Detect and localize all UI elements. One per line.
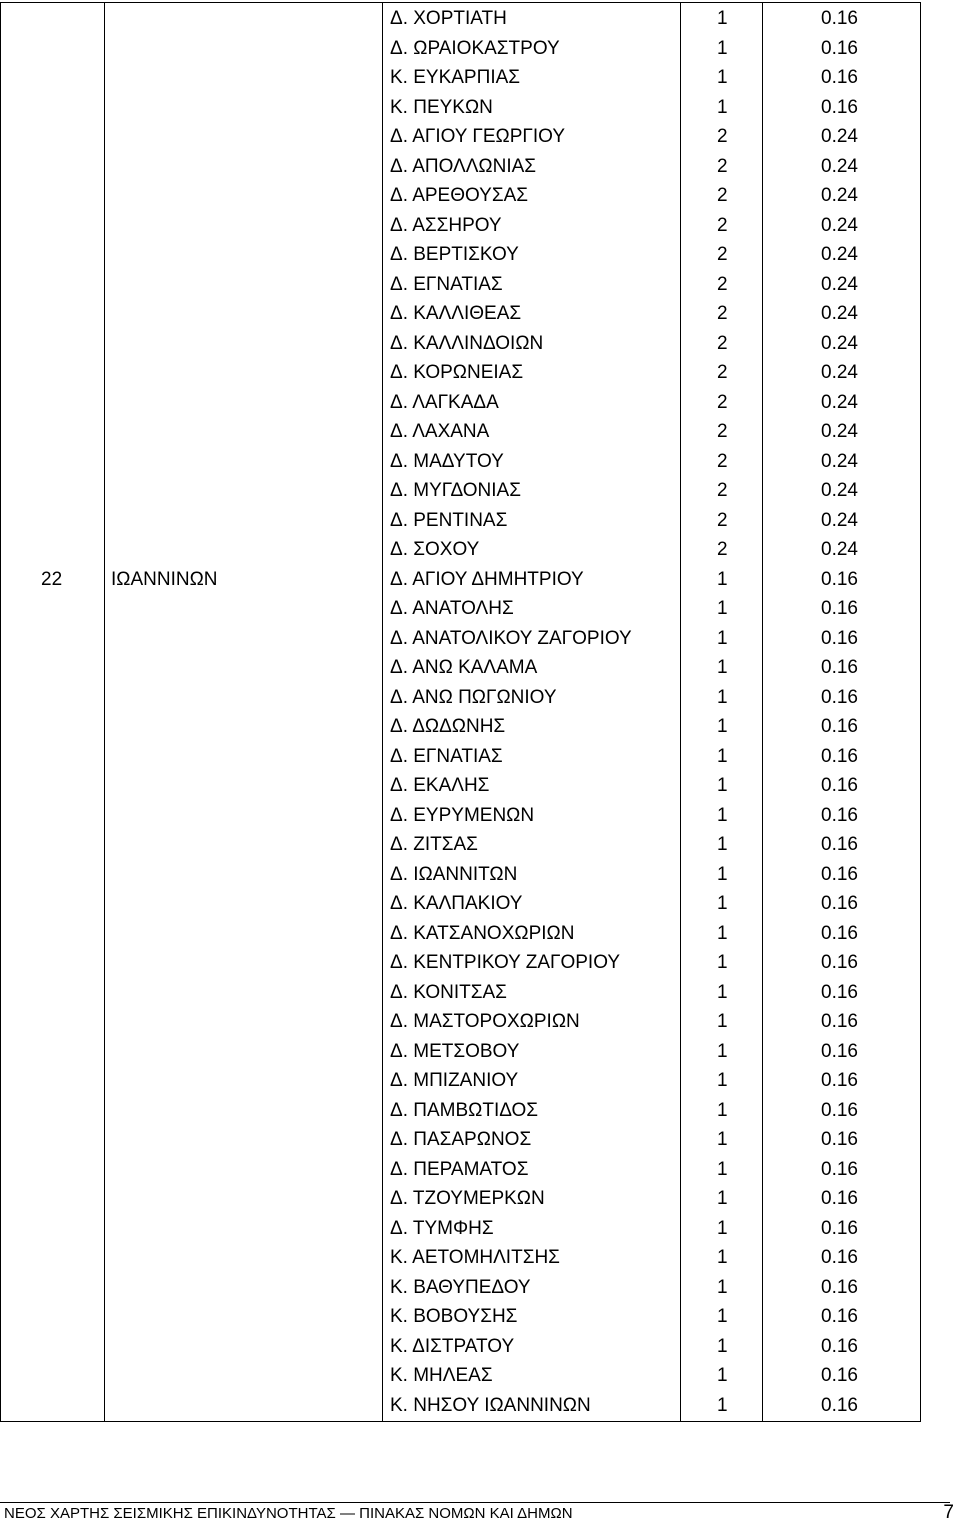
municipality-name: Δ. ΑΝΑΤΟΛΙΚΟΥ ΖΑΓΟΡΙΟΥ	[390, 627, 632, 649]
municipality-name: Δ. ΠΑΜΒΩΤΙΔΟΣ	[390, 1099, 539, 1121]
municipality-name: Δ. ΚΑΤΣΑΝΟΧΩΡΙΩΝ	[390, 922, 575, 944]
ground-acceleration: 0.16	[821, 37, 858, 59]
ground-acceleration: 0.24	[821, 450, 858, 472]
ground-acceleration: 0.16	[821, 1335, 858, 1357]
municipality-name: Δ. ΕΓΝΑΤΙΑΣ	[390, 273, 503, 295]
table-row	[1, 4, 920, 34]
seismic-zone: 1	[717, 834, 728, 855]
ground-acceleration: 0.24	[821, 126, 858, 147]
ground-acceleration: 0.16	[821, 834, 858, 855]
seismic-zone: 1	[717, 96, 728, 118]
table-row	[1, 919, 920, 949]
municipality-name: Κ. ΒΟΒΟΥΣΗΣ	[390, 1306, 518, 1327]
seismic-zone: 1	[717, 922, 728, 944]
table-row	[1, 34, 920, 64]
footer-title: ΝΕΟΣ ΧΑΡΤΗΣ ΣΕΙΣΜΙΚΗΣ ΕΠΙΚΙΝΔΥΝΟΤΗΤΑΣ — ΠΙΝΑΚΑΣ ΝΟΜΩΝ ΚΑΙ ΔΗΜΩΝ	[4, 1505, 573, 1522]
table-row	[1, 653, 920, 683]
municipality-name: Δ. ΠΑΣΑΡΩΝΟΣ	[390, 1129, 532, 1150]
ground-acceleration: 0.24	[821, 244, 858, 265]
municipality-name: Κ. ΑΕΤΟΜΗΛΙΤΣΗΣ	[390, 1247, 560, 1268]
seismic-zone: 2	[717, 509, 728, 531]
ground-acceleration: 0.16	[821, 745, 858, 767]
table-row	[1, 388, 920, 418]
ground-acceleration: 0.24	[821, 185, 858, 206]
municipality-name: Κ. ΜΗΛΕΑΣ	[390, 1365, 493, 1386]
municipality-name: Δ. ΧΟΡΤΙΑΤΗ	[390, 8, 507, 29]
municipality-name: Δ. ΩΡΑΙΟΚΑΣΤΡΟΥ	[390, 37, 560, 59]
ground-acceleration: 0.16	[821, 804, 858, 826]
ground-acceleration: 0.16	[821, 716, 858, 737]
seismic-zone: 1	[717, 598, 728, 619]
prefecture-code: 22	[41, 568, 63, 590]
ground-acceleration: 0.24	[821, 421, 858, 442]
municipality-name: Δ. ΑΠΟΛΛΩΝΙΑΣ	[390, 155, 537, 177]
ground-acceleration: 0.16	[821, 8, 858, 29]
ground-acceleration: 0.16	[821, 686, 858, 708]
municipality-name: Δ. ΕΚΑΛΗΣ	[390, 775, 490, 796]
ground-acceleration: 0.24	[821, 509, 858, 531]
table-row	[1, 801, 920, 831]
table-row	[1, 211, 920, 241]
ground-acceleration: 0.16	[821, 952, 858, 973]
table-row	[1, 93, 920, 123]
table-row	[1, 1273, 920, 1303]
municipality-name: Κ. ΒΑΘΥΠΕΔΟΥ	[390, 1276, 531, 1298]
seismic-zone: 2	[717, 244, 728, 265]
ground-acceleration: 0.24	[821, 391, 858, 413]
table-body	[1, 4, 920, 1420]
municipality-name: Κ. ΔΙΣΤΡΑΤΟΥ	[390, 1335, 515, 1357]
seismic-zone: 1	[717, 775, 728, 796]
page-number: 7	[943, 1502, 954, 1523]
table-row	[1, 181, 920, 211]
ground-acceleration: 0.16	[821, 657, 858, 678]
municipality-name: Δ. ΑΓΙΟΥ ΓΕΩΡΓΙΟΥ	[390, 126, 565, 147]
municipality-name: Κ. ΝΗΣΟΥ ΙΩΑΝΝΙΝΩΝ	[390, 1394, 591, 1416]
table-row	[1, 1066, 920, 1096]
seismic-zone: 1	[717, 1070, 728, 1091]
ground-acceleration: 0.24	[821, 362, 858, 383]
seismic-zone: 1	[717, 893, 728, 914]
municipality-name: Δ. ΤΥΜΦΗΣ	[390, 1217, 494, 1239]
seismic-zone: 1	[717, 1335, 728, 1357]
seismic-zone: 2	[717, 214, 728, 236]
seismic-zone: 1	[717, 8, 728, 29]
seismic-zone: 1	[717, 1394, 728, 1416]
table-row	[1, 830, 920, 860]
ground-acceleration: 0.16	[821, 1365, 858, 1386]
prefecture-name: ΙΩΑΝΝΙΝΩΝ	[111, 568, 218, 590]
municipality-name: Δ. ΚΟΡΩΝΕΙΑΣ	[390, 362, 524, 383]
municipality-name: Δ. ΕΥΡΥΜΕΝΩΝ	[390, 804, 535, 826]
municipality-name: Κ. ΠΕΥΚΩΝ	[390, 96, 493, 118]
ground-acceleration: 0.16	[821, 775, 858, 796]
municipality-name: Δ. ΣΟΧΟΥ	[390, 539, 480, 560]
seismic-zone: 2	[717, 185, 728, 206]
seismic-zone: 2	[717, 332, 728, 354]
seismic-zone: 2	[717, 539, 728, 560]
ground-acceleration: 0.16	[821, 1306, 858, 1327]
municipality-name: Δ. ΑΡΕΘΟΥΣΑΣ	[390, 185, 529, 206]
ground-acceleration: 0.16	[821, 96, 858, 118]
table-row	[1, 270, 920, 300]
table-row	[1, 948, 920, 978]
table-row	[1, 978, 920, 1008]
table-row	[1, 476, 920, 506]
table-row	[1, 565, 920, 595]
municipality-name: Δ. ΜΑΔΥΤΟΥ	[390, 450, 504, 472]
ground-acceleration: 0.16	[821, 1158, 858, 1180]
ground-acceleration: 0.16	[821, 627, 858, 649]
seismic-zone: 1	[717, 627, 728, 649]
table-row	[1, 624, 920, 654]
ground-acceleration: 0.16	[821, 893, 858, 914]
municipality-name: Δ. ΛΑΧΑΝΑ	[390, 421, 490, 442]
seismic-zone: 1	[717, 686, 728, 708]
page-footer	[0, 1502, 960, 1522]
seismic-zone: 1	[717, 1099, 728, 1121]
table-row	[1, 712, 920, 742]
table-row	[1, 329, 920, 359]
seismic-zone: 2	[717, 362, 728, 383]
seismic-zone: 1	[717, 1365, 728, 1386]
municipality-name: Δ. ΚΑΛΠΑΚΙΟΥ	[390, 893, 523, 914]
municipality-name: Δ. ΚΟΝΙΤΣΑΣ	[390, 981, 507, 1003]
municipality-name: Δ. ΒΕΡΤΙΣΚΟΥ	[390, 244, 519, 265]
ground-acceleration: 0.16	[821, 1011, 858, 1032]
seismic-zone: 2	[717, 450, 728, 472]
table-row	[1, 63, 920, 93]
seismic-zone: 1	[717, 952, 728, 973]
municipality-name: Δ. ΙΩΑΝΝΙΤΩΝ	[390, 863, 518, 885]
table-row	[1, 1361, 920, 1391]
ground-acceleration: 0.16	[821, 598, 858, 619]
table-row	[1, 1007, 920, 1037]
table-row	[1, 1214, 920, 1244]
municipality-name: Δ. ΖΙΤΣΑΣ	[390, 834, 478, 855]
table-row	[1, 1155, 920, 1185]
ground-acceleration: 0.16	[821, 863, 858, 885]
seismic-zone: 1	[717, 981, 728, 1003]
ground-acceleration: 0.24	[821, 480, 858, 501]
seismic-zone: 2	[717, 303, 728, 324]
ground-acceleration: 0.16	[821, 1070, 858, 1091]
table-row	[1, 1391, 920, 1421]
municipality-name: Δ. ΜΥΓΔΟΝΙΑΣ	[390, 480, 521, 501]
ground-acceleration: 0.24	[821, 332, 858, 354]
municipality-name: Δ. ΑΓΙΟΥ ΔΗΜΗΤΡΙΟΥ	[390, 568, 584, 590]
table-row	[1, 889, 920, 919]
table-row	[1, 535, 920, 565]
table-row	[1, 1332, 920, 1362]
table-row	[1, 447, 920, 477]
seismic-zone: 1	[717, 1217, 728, 1239]
municipality-name: Δ. ΛΑΓΚΑΔΑ	[390, 391, 499, 413]
table-row	[1, 240, 920, 270]
ground-acceleration: 0.16	[821, 1247, 858, 1268]
ground-acceleration: 0.16	[821, 1217, 858, 1239]
seismic-zone: 1	[717, 1129, 728, 1150]
table-row	[1, 1243, 920, 1273]
municipality-name: Δ. ΜΠΙΖΑΝΙΟΥ	[390, 1070, 519, 1091]
seismic-zone: 1	[717, 1158, 728, 1180]
ground-acceleration: 0.24	[821, 303, 858, 324]
ground-acceleration: 0.16	[821, 1129, 858, 1150]
seismic-zone: 1	[717, 1306, 728, 1327]
municipality-name: Δ. ΚΕΝΤΡΙΚΟΥ ΖΑΓΟΡΙΟΥ	[390, 952, 621, 973]
ground-acceleration: 0.24	[821, 214, 858, 236]
municipality-name: Δ. ΠΕΡΑΜΑΤΟΣ	[390, 1158, 529, 1180]
municipality-name: Δ. ΚΑΛΛΙΝΔΟΙΩΝ	[390, 332, 544, 354]
municipality-name: Δ. ΡΕΝΤΙΝΑΣ	[390, 509, 508, 531]
ground-acceleration: 0.16	[821, 67, 858, 88]
ground-acceleration: 0.16	[821, 1394, 858, 1416]
ground-acceleration: 0.16	[821, 922, 858, 944]
ground-acceleration: 0.16	[821, 1276, 858, 1298]
seismic-zone: 2	[717, 155, 728, 177]
table-row	[1, 1125, 920, 1155]
seismic-zone: 1	[717, 1247, 728, 1268]
municipality-name: Κ. ΕΥΚΑΡΠΙΑΣ	[390, 67, 521, 88]
seismic-zone: 2	[717, 273, 728, 295]
ground-acceleration: 0.24	[821, 155, 858, 177]
ground-acceleration: 0.16	[821, 1040, 858, 1062]
seismic-zone: 1	[717, 1040, 728, 1062]
seismic-zone: 1	[717, 1011, 728, 1032]
table-row	[1, 771, 920, 801]
seismic-zone: 1	[717, 1276, 728, 1298]
seismic-zone: 1	[717, 568, 728, 590]
table-row	[1, 1096, 920, 1126]
seismic-zone: 2	[717, 391, 728, 413]
seismic-zone-table	[0, 2, 921, 1422]
table-row	[1, 594, 920, 624]
table-row	[1, 299, 920, 329]
seismic-zone: 1	[717, 863, 728, 885]
seismic-zone: 2	[717, 480, 728, 501]
ground-acceleration: 0.16	[821, 568, 858, 590]
seismic-zone: 1	[717, 745, 728, 767]
table-row	[1, 122, 920, 152]
seismic-zone: 1	[717, 716, 728, 737]
municipality-name: Δ. ΔΩΔΩΝΗΣ	[390, 716, 506, 737]
table-row	[1, 860, 920, 890]
table-row	[1, 683, 920, 713]
table-row	[1, 742, 920, 772]
table-row	[1, 506, 920, 536]
seismic-zone: 1	[717, 804, 728, 826]
seismic-zone: 1	[717, 657, 728, 678]
table-row	[1, 417, 920, 447]
municipality-name: Δ. ΜΕΤΣΟΒΟΥ	[390, 1040, 520, 1062]
seismic-zone: 1	[717, 37, 728, 59]
table-row	[1, 152, 920, 182]
ground-acceleration: 0.24	[821, 539, 858, 560]
table-row	[1, 1302, 920, 1332]
seismic-zone: 2	[717, 126, 728, 147]
seismic-zone: 1	[717, 67, 728, 88]
municipality-name: Δ. ΜΑΣΤΟΡΟΧΩΡΙΩΝ	[390, 1011, 580, 1032]
table-row	[1, 1184, 920, 1214]
table-row	[1, 1037, 920, 1067]
ground-acceleration: 0.16	[821, 1099, 858, 1121]
seismic-zone: 1	[717, 1188, 728, 1209]
municipality-name: Δ. ΑΝΩ ΚΑΛΑΜΑ	[390, 657, 538, 678]
municipality-name: Δ. ΤΖΟΥΜΕΡΚΩΝ	[390, 1188, 545, 1209]
ground-acceleration: 0.24	[821, 273, 858, 295]
municipality-name: Δ. ΕΓΝΑΤΙΑΣ	[390, 745, 503, 767]
seismic-zone: 2	[717, 421, 728, 442]
table-row	[1, 358, 920, 388]
ground-acceleration: 0.16	[821, 981, 858, 1003]
ground-acceleration: 0.16	[821, 1188, 858, 1209]
footer-rule	[0, 1502, 950, 1503]
municipality-name: Δ. ΑΝΩ ΠΩΓΩΝΙΟΥ	[390, 686, 557, 708]
municipality-name: Δ. ΑΣΣΗΡΟΥ	[390, 214, 502, 236]
municipality-name: Δ. ΚΑΛΛΙΘΕΑΣ	[390, 303, 522, 324]
municipality-name: Δ. ΑΝΑΤΟΛΗΣ	[390, 598, 514, 619]
